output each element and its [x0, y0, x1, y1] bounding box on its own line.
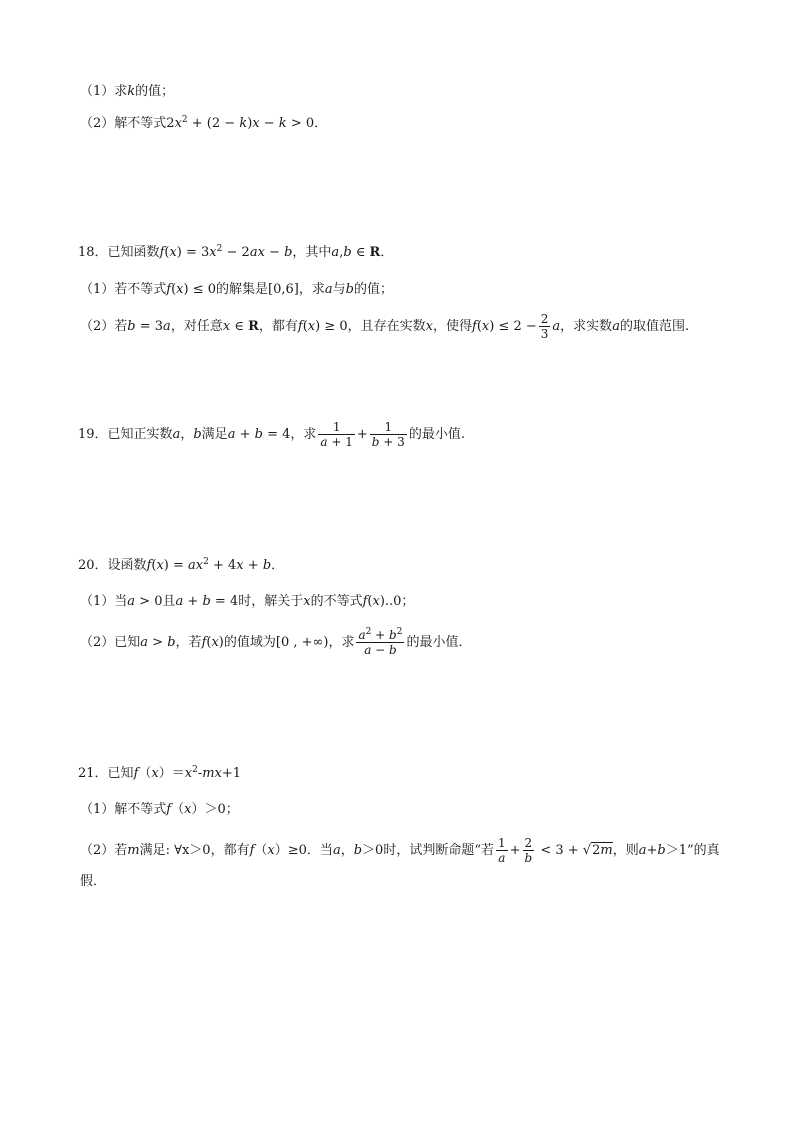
- q21-part2: （2）若m满足: ∀x＞0，都有f（x）≥0．当a，b＞0时，试判断命题“若 $\frac{1}{a}$ + $\frac{2}{b}$ < 3 + √2m，则a+b＞1”的真: [80, 836, 720, 865]
- q21-number: 21．: [78, 766, 108, 781]
- q19-stem: 19．已知正实数a，b满足a + b = 4，求 $\frac{1}{a + 1}$ + $\frac{1}{b + 3}$ 的最小值.: [78, 420, 465, 449]
- q19-fraction-2: $\frac{1}{b + 3}$: [371, 420, 405, 449]
- q19-fraction-1: $\frac{1}{a + 1}$: [320, 420, 353, 449]
- q20-number: 20．: [78, 558, 108, 573]
- q21-stem: 21．已知$f(x)=x^2-mx+1$: [78, 765, 242, 781]
- q18-part1: （1）若不等式f(x) ≤ 0的解集是[0,6]，求a与b的值；: [80, 282, 393, 297]
- q20-fraction: $\frac{a^2 + b^2}{a - b}$: [358, 627, 403, 657]
- q21-part2-cont: 假．: [80, 874, 107, 889]
- q21-part1: （1）解不等式f（x）＞0；: [80, 802, 239, 817]
- p17-inequality: $2x^2 + (2 - k)x - k > 0$: [166, 115, 315, 131]
- p17-part2: （2）解不等式$2x^2 + (2 - k)x - k > 0$．: [80, 115, 328, 131]
- q21-fraction-2: $\frac{2}{b}$: [524, 836, 533, 865]
- q21-fraction-1: $\frac{1}{a}$: [497, 836, 506, 865]
- q19-number: 19．: [78, 427, 108, 442]
- q18-function: $f(x) = 3x^2 - 2ax - b$: [159, 244, 293, 260]
- q21-function: $f(x)=x^2-mx+1$: [133, 765, 242, 781]
- q20-part2: （2）已知a > b，若f(x)的值域为[0 , +∞)，求 $\frac{a^2 + b^2}{a - b}$ 的最小值．: [80, 627, 472, 657]
- q18-stem: 18．已知函数$f(x) = 3x^2 - 2ax - b$，其中a,b ∈ R．: [78, 244, 394, 260]
- q18-number: 18．: [78, 245, 108, 260]
- p17-part1: （1）求k的值；: [80, 84, 175, 99]
- q18-fraction: $\frac{2}{3}$: [540, 312, 549, 341]
- q20-function: $f(x) = ax^2 + 4x + b$: [146, 557, 272, 573]
- q20-stem: 20．设函数$f(x) = ax^2 + 4x + b$．: [78, 557, 285, 573]
- q20-part1: （1）当a > 0且a + b = 4时，解关于x的不等式f(x)..0；: [80, 594, 415, 609]
- q18-part2: （2）若b = 3a，对任意x ∈ R，都有f(x) ≥ 0，且存在实数x，使得f(x) ≤ 2 − $\frac{2}{3}$ a，求实数a的取值范围.: [80, 312, 690, 341]
